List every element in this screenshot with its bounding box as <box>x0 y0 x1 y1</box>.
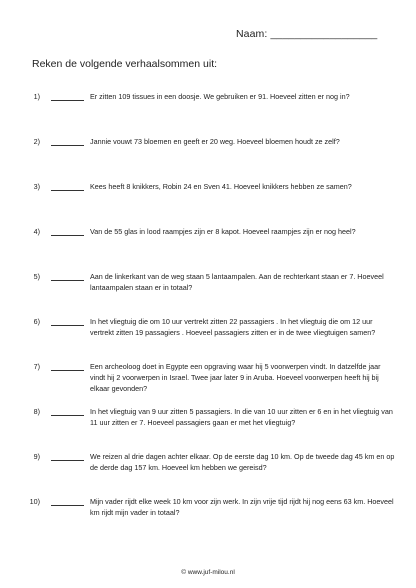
footer-copyright: © www.juf-milou.nl <box>181 569 235 576</box>
answer-blank <box>51 190 84 191</box>
answer-blank <box>51 370 84 371</box>
answer-blank <box>51 145 84 146</box>
question-text: Aan de linkerkant van de weg staan 5 lantaampalen. Aan de rechterkant staan er 7. Hoeveel lantaampalen staan er in totaal? <box>90 272 384 293</box>
question-text: Mijn vader rijdt elke week 10 km voor zijn werk. In zijn vrije tijd rijdt hij nog eens 63 km. Hoeveel km rijdt mijn vader in totaal? <box>90 497 394 518</box>
question-number: 6) <box>33 317 40 326</box>
question-text: Jannie vouwt 73 bloemen en geeft er 20 weg. Hoeveel bloemen houdt ze zelf? <box>90 137 340 146</box>
answer-blank <box>51 415 84 416</box>
question-number: 7) <box>33 362 40 371</box>
answer-blank <box>51 505 84 506</box>
answer-blank <box>51 325 84 326</box>
question-text: Kees heeft 8 knikkers, Robin 24 en Sven 41. Hoeveel knikkers hebben ze samen? <box>90 182 352 191</box>
answer-blank <box>51 235 84 236</box>
question-number: 1) <box>33 92 40 101</box>
answer-blank <box>51 100 84 101</box>
answer-blank <box>51 280 84 281</box>
question-number: 4) <box>33 227 40 236</box>
question-number: 5) <box>33 272 40 281</box>
question-number: 2) <box>33 137 40 146</box>
question-text: In het vliegtuig die om 10 uur vertrekt zitten 22 passagiers . In het vliegtuig die om 12 uur vertrekt zitten 19 passagiers . Hoeveel passagiers zitten er in de twee vliegtuigen samen? <box>90 317 376 338</box>
question-number: 9) <box>33 452 40 461</box>
question-text: Van de 55 glas in lood raampjes zijn er 8 kapot. Hoeveel raampjes zijn er nog heel? <box>90 227 356 236</box>
worksheet-title: Reken de volgende verhaalsommen uit: <box>32 58 218 70</box>
question-text: Er zitten 109 tissues in een doosje. We gebruiken er 91. Hoeveel zitten er nog in? <box>90 92 350 101</box>
question-text: In het vliegtuig van 9 uur zitten 5 passagiers. In die van 10 uur zitten er 6 en in het vliegtuig van 11 uur zitten er 7. Hoeveel passagiers gaan er met het vliegtuig? <box>90 407 393 428</box>
question-number: 3) <box>33 182 40 191</box>
question-text: Een archeoloog doet in Egypte een opgraving waar hij 5 voorwerpen vindt. In datzelfde jaar vindt hij 2 voorwerpen in Israel. Twee jaar later 9 in Aruba. Hoeveel voorwerpen heeft hij bij elkaar gevonden? <box>90 362 381 394</box>
question-number: 8) <box>33 407 40 416</box>
question-text: We reizen al drie dagen achter elkaar. Op de eerste dag 10 km. Op de tweede dag 45 km en op de derde dag 157 km. Hoeveel km hebben we gereisd? <box>90 452 395 473</box>
answer-blank <box>51 460 84 461</box>
name-field-line: Naam: __________________ <box>236 28 378 40</box>
question-number: 10) <box>29 497 40 506</box>
